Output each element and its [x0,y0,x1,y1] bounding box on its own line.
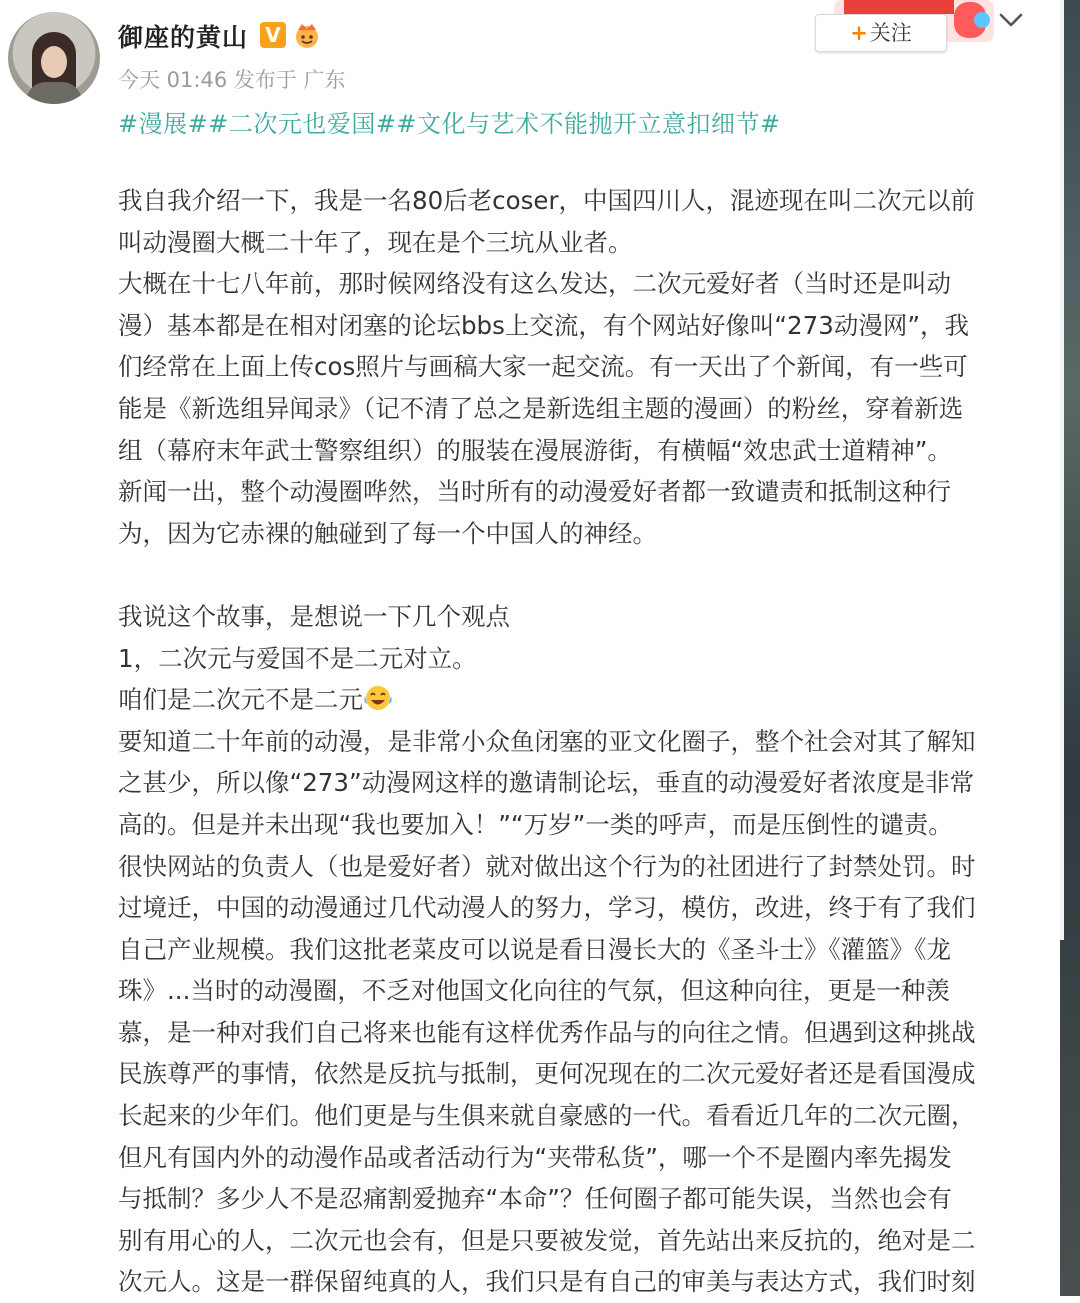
text-line: 别有用心的人，二次元也会有，但是只要被发觉，首先站出来反抗的，绝对是二 [118,1225,976,1255]
text-line: 珠》...当时的动漫圈，不乏对他国文化向往的气氛，但这种向往，更是一种羡 [118,976,950,1006]
text-line: 咱们是二次元不是二元 [118,685,363,715]
text-line: 之甚少，所以像“273”动漫网这样的邀请制论坛，垂直的动漫爱好者浓度是非常 [118,768,975,798]
text-line: 新闻一出，整个动漫圈哗然，当时所有的动漫爱好者都一致谴责和抵制这种行 [118,477,951,507]
text-line-with-emoji [118,679,1028,721]
text-line: 长起来的少年们。他们更是与生俱来就自豪感的一代。看看近几年的二次元圈， [118,1101,976,1131]
text-line: 与抵制？多少人不是忍痛割爱抛弃“本命”？任何圈子都可能失误，当然也会有 [118,1184,952,1214]
text-line: 组（幕府末年武士警察组织）的服装在漫展游街，有横幅“效忠武士道精神”。 [118,435,952,465]
post-body [118,180,1028,1303]
text-line: 为，因为它赤裸的触碰到了每一个中国人的神经。 [118,518,657,548]
plus-icon: + [850,21,868,45]
text-line: 高的。但是并未出现“我也要加入！”“万岁”一类的呼声，而是压倒性的谴责。 [118,809,953,839]
text-line: 我自我介绍一下，我是一名80后老coser，中国四川人，混迹现在叫二次元以前 [118,186,976,215]
chevron-down-icon[interactable] [998,10,1024,30]
text-line: 民族尊严的事情，依然是反抗与抵制，更何况现在的二次元爱好者还是看国漫成 [118,1059,976,1089]
laugh-cry-emoji-icon [363,684,393,712]
username[interactable]: 御座的黄山 [118,23,249,52]
text-line: 次元人。这是一群保留纯真的人，我们只是有自己的审美与表达方式，我们时刻 [118,1267,976,1297]
crown-icon [292,20,322,50]
background-edge [1060,0,1080,1296]
follow-button[interactable] [815,14,947,52]
text-line: 过境迁，中国的动漫通过几代动漫人的努力，学习，模仿，改进，终于有了我们 [118,893,976,923]
avatar[interactable] [8,12,100,104]
text-line: 漫）基本都是在相对闭塞的论坛bbs上交流，有个网站好像叫“273动漫网”，我 [118,310,970,340]
blank-line [118,554,1028,596]
text-line: 1，二次元与爱国不是二元对立。 [118,643,477,673]
text-line: 要知道二十年前的动漫，是非常小众鱼闭塞的亚文化圈子，整个社会对其了解知 [118,726,976,756]
text-line: 慕，是一种对我们自己将来也能有这样优秀作品与的向往之情。但遇到这种挑战 [118,1017,976,1047]
vip-badge: V [260,22,286,48]
text-line: 大概在十七八年前，那时候网络没有这么发达，二次元爱好者（当时还是叫动 [118,269,951,299]
text-line: 自己产业规模。我们这批老菜皮可以说是看日漫长大的《圣斗士》《灌篮》《龙 [118,934,951,964]
text-line: 们经常在上面上传cos照片与画稿大家一起交流。有一天出了个新闻，有一些可 [118,352,968,382]
text-line: 我说这个故事，是想说一下几个观点 [118,601,510,631]
text-line: 叫动漫圈大概二十年了，现在是个三坑从业者。 [118,227,633,257]
post-meta: 今天 01:46 发布于 广东 [118,68,346,92]
topic-tags[interactable]: #漫展##二次元也爱国##文化与艺术不能抛开立意扣细节# [118,110,781,138]
text-line: 能是《新选组异闻录》（记不清了总之是新选组主题的漫画）的粉丝，穿着新选 [118,393,964,423]
follow-label: 关注 [869,21,912,45]
text-line: 但凡有国内外的动漫作品或者活动行为“夹带私货”，哪一个不是圈内率先揭发 [118,1142,952,1172]
text-line: 很快网站的负责人（也是爱好者）就对做出这个行为的社团进行了封禁处罚。时 [118,851,976,881]
